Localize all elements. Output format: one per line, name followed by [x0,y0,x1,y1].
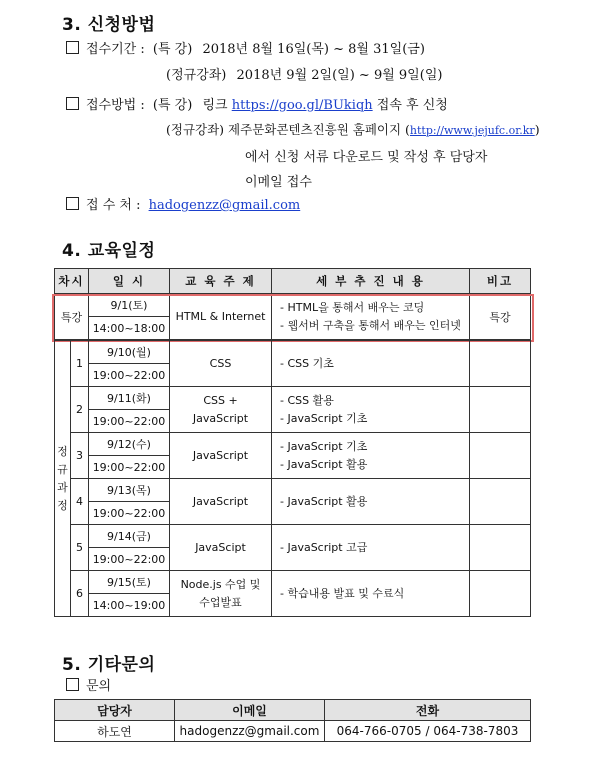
method-regular-line2: 에서 신청 서류 다운로드 및 작성 후 담당자 [245,150,488,165]
table-row [55,433,531,456]
date-cell: 9/10(월) [89,341,170,364]
date-cell: 9/11(화) [89,387,170,410]
contact-person-cell: 하도연 [55,721,175,742]
topic-line: JavaScript [192,411,249,425]
topic-line: JavaScipt [195,540,246,554]
table-row [55,479,531,502]
schedule-header-row [55,269,531,294]
header-topic: 교 육 주 제 [170,269,272,294]
detail-line: - CSS 기초 [280,356,334,370]
detail-line: - JavaScript 활용 [280,457,368,471]
note-cell [470,433,531,479]
detail-line: - JavaScript 기초 [280,439,368,453]
topic-line: Node.js 수업 및 [180,577,261,591]
table-row [55,341,531,364]
table-row [55,387,531,410]
detail-line: - HTML을 통해서 배우는 코딩 [280,300,425,314]
details-cell [272,525,470,571]
detail-line: - CSS 활용 [280,393,334,407]
dest-label: 접 수 처 : [86,198,141,213]
session-num-cell: 2 [71,387,89,433]
time-cell: 14:00~19:00 [89,594,170,617]
table-row [55,721,531,742]
method-line-regular [166,120,540,138]
time-cell: 19:00~22:00 [89,502,170,525]
details-cell [272,387,470,433]
schedule-table [54,268,531,340]
topic-line: CSS [209,356,232,370]
inquiry-line [66,675,111,694]
date-cell: 9/15(토) [89,571,170,594]
special-session-cell: 특강 [55,294,89,340]
date-cell: 9/14(금) [89,525,170,548]
table-row [55,571,531,594]
topic-line: CSS + [203,393,238,407]
checkbox-icon [66,197,79,210]
period-line-regular [166,64,442,83]
date-cell: 9/13(목) [89,479,170,502]
time-cell: 19:00~22:00 [89,456,170,479]
topic-cell [170,479,272,525]
topic-cell [170,341,272,387]
registration-link[interactable]: https://goo.gl/BUkiqh [231,98,373,113]
regular-schedule-table [54,340,531,617]
section-5-title: 5. 기타문의 [62,655,156,675]
detail-line: - 웹서버 구축을 통해서 배우는 인터넷 [280,318,461,332]
section-4-title: 4. 교육일정 [62,241,156,261]
topic-line: JavaScript [192,448,249,462]
regular-label-char: 규 [57,462,68,476]
regular-tag: (정규강좌) [166,122,225,137]
checkbox-icon [66,97,79,110]
contact-table [54,699,531,742]
note-cell: 특강 [470,294,531,340]
header-phone: 전화 [325,700,531,721]
date-cell: 9/12(수) [89,433,170,456]
contact-header-row [55,700,531,721]
topic-cell: HTML & Internet [170,294,272,340]
section-3-title: 3. 신청방법 [62,15,156,35]
session-num-cell: 5 [71,525,89,571]
details-cell [272,433,470,479]
note-cell [470,479,531,525]
method-regular-suffix: ) [534,122,540,137]
detail-line: - JavaScript 기초 [280,411,368,425]
regular-label-char: 정 [57,444,68,458]
contact-email-cell: hadogenzz@gmail.com [175,721,325,742]
checkbox-icon [66,41,79,54]
header-note: 비고 [470,269,531,294]
regular-dates: 2018년 9월 2일(일) ~ 9월 9일(일) [236,68,443,83]
note-cell [470,341,531,387]
note-cell [470,525,531,571]
method-label: 접수방법 : [86,98,145,113]
header-details: 세 부 추 진 내 용 [272,269,470,294]
method-regular-prefix: 제주문화콘텐츠진흥원 홈페이지 ( [228,122,410,137]
checkbox-icon [66,678,79,691]
detail-line: - 학습내용 발표 및 수료식 [280,586,405,600]
details-cell [272,571,470,617]
session-num-cell: 1 [71,341,89,387]
method-line-special [66,94,448,113]
table-row [55,525,531,548]
header-datetime: 일 시 [89,269,170,294]
details-cell [272,294,470,340]
regular-course-label [55,341,71,617]
topic-cell [170,433,272,479]
time-cell: 14:00~18:00 [89,317,170,340]
homepage-link[interactable]: http://www.jejufc.or.kr [409,124,535,137]
special-tag: (특 강) [152,98,193,113]
session-num-cell: 3 [71,433,89,479]
time-cell: 19:00~22:00 [89,548,170,571]
special-tag: (특 강) [152,42,193,57]
method-special-suffix: 접속 후 신청 [376,98,448,113]
header-contact-person: 담당자 [55,700,175,721]
session-num-cell: 4 [71,479,89,525]
regular-label-char: 정 [57,498,68,512]
method-special-prefix: 링크 [202,98,228,113]
topic-cell [170,525,272,571]
note-cell [470,571,531,617]
inquiry-label: 문의 [86,679,112,694]
header-session: 차시 [55,269,89,294]
dest-line [66,194,300,213]
detail-line: - JavaScript 고급 [280,540,368,554]
regular-tag: (정규강좌) [166,68,227,83]
topic-cell [170,387,272,433]
time-cell: 19:00~22:00 [89,410,170,433]
details-cell [272,479,470,525]
session-num-cell: 6 [71,571,89,617]
topic-line: 수업발표 [199,595,242,609]
topic-line: JavaScript [192,494,249,508]
period-line-special [66,38,425,57]
period-label: 접수기간 : [86,42,145,57]
detail-line: - JavaScript 활용 [280,494,368,508]
special-dates: 2018년 8월 16일(목) ~ 8월 31일(금) [202,42,425,57]
regular-label-char: 과 [57,480,68,494]
contact-phone-cell: 064-766-0705 / 064-738-7803 [325,721,531,742]
details-cell [272,341,470,387]
table-row [55,294,531,317]
dest-email-link[interactable]: hadogenzz@gmail.com [148,198,301,213]
date-cell: 9/1(토) [89,294,170,317]
note-cell [470,387,531,433]
topic-cell [170,571,272,617]
header-email: 이메일 [175,700,325,721]
time-cell: 19:00~22:00 [89,364,170,387]
method-regular-line3: 이메일 접수 [245,175,312,190]
